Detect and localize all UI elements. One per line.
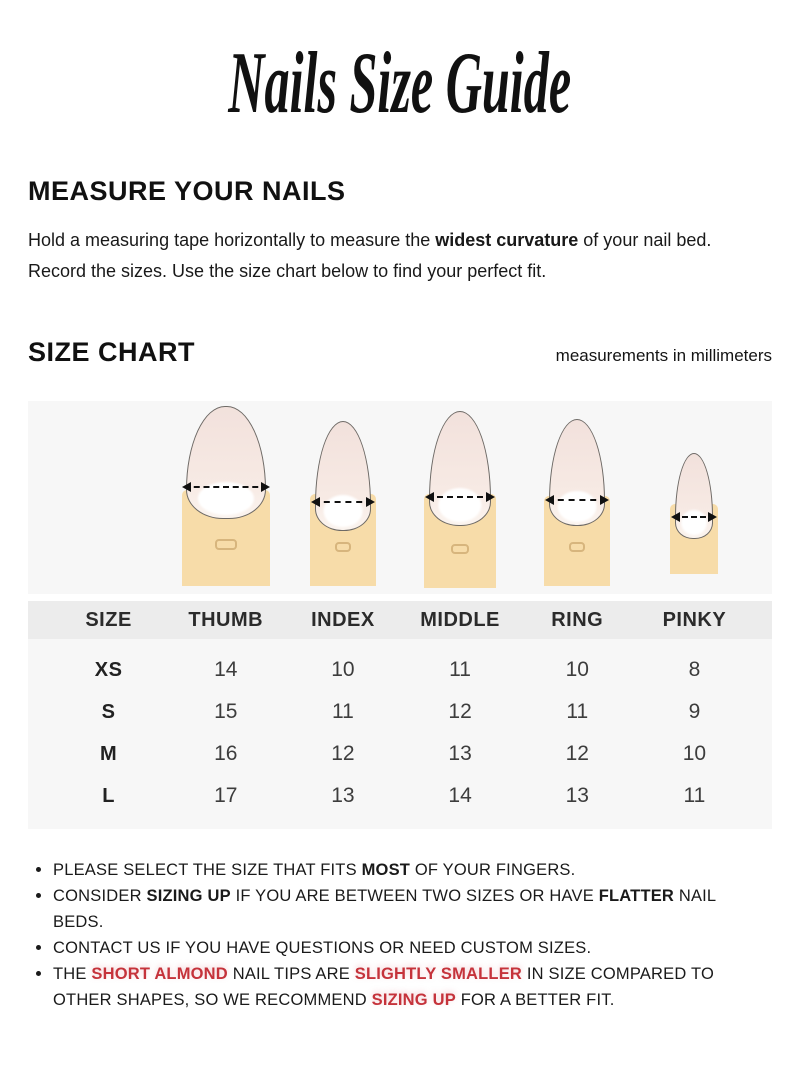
table-row-xs (50, 649, 753, 691)
size-label-xs: XS (94, 658, 123, 681)
bullet-dot-icon (36, 945, 41, 950)
note1-bold: MOST (361, 861, 411, 879)
measure-instructions (28, 225, 752, 287)
note2-text-mid: IF YOU ARE BETWEEN TWO SIZES OR HAVE (230, 887, 599, 905)
s-middle-value: 12 (448, 700, 472, 723)
note-sizing-up (36, 883, 764, 935)
size-table-header (28, 601, 772, 639)
xs-ring-value: 10 (565, 658, 589, 681)
pinky-illustration (636, 401, 753, 594)
finger-col-spacer (50, 401, 167, 594)
note4-text-end: FOR A BETTER FIT. (455, 991, 615, 1009)
xs-thumb-value: 14 (214, 658, 238, 681)
index-width-arrow-icon (313, 501, 373, 503)
bullet-dot-icon (36, 971, 41, 976)
size-chart-header-row (28, 337, 772, 368)
bullet-dot-icon (36, 893, 41, 898)
l-index-value: 13 (331, 784, 355, 807)
m-ring-value: 12 (565, 742, 589, 765)
col-header-pinky: PINKY (662, 608, 727, 631)
note-text (53, 883, 764, 935)
m-index-value: 12 (331, 742, 355, 765)
ring-nail-lunula (558, 491, 597, 523)
notes-list (28, 857, 764, 1013)
ring-nail-shape (549, 419, 605, 526)
note2-bold1: SIZING UP (146, 887, 231, 905)
thumb-nail-shape (186, 406, 266, 519)
l-middle-value: 14 (448, 784, 472, 807)
note4-text-mid1: NAIL TIPS ARE (227, 965, 355, 983)
pinky-nail-shape (675, 453, 713, 539)
bullet-dot-icon (36, 867, 41, 872)
size-chart-heading: SIZE CHART (28, 337, 195, 367)
xs-index-value: 10 (331, 658, 355, 681)
pinky-nail-lunula (681, 510, 707, 535)
measure-text-start: Hold a measuring tape horizontally to measure the (28, 230, 436, 250)
m-pinky-value: 10 (682, 742, 707, 765)
note2-text-end: NAIL BEDS. (53, 887, 716, 931)
l-ring-value: 13 (565, 784, 589, 807)
col-header-middle: MIDDLE (420, 608, 500, 631)
ring-illustration (519, 401, 636, 594)
measure-text-bold: widest curvature (435, 230, 579, 250)
page-title: Nails Size Guide (228, 34, 572, 132)
m-middle-value: 13 (448, 742, 472, 765)
s-thumb-value: 15 (214, 700, 238, 723)
size-label-m: M (99, 742, 118, 765)
note-text (53, 935, 591, 961)
note1-text: PLEASE SELECT THE SIZE THAT FITS (53, 861, 362, 879)
thumb-illustration (167, 401, 284, 594)
note4-red1: SHORT ALMOND (91, 965, 228, 983)
l-pinky-value: 11 (683, 784, 706, 807)
content (0, 176, 800, 1013)
note-contact-us (36, 935, 764, 961)
s-pinky-value: 9 (688, 700, 701, 723)
note4-text: THE (53, 965, 92, 983)
index-nail-lunula (323, 495, 362, 527)
finger-illustration-panel (28, 401, 772, 594)
col-header-index: INDEX (311, 608, 375, 631)
ring-width-arrow-icon (547, 499, 607, 501)
note-short-almond (36, 961, 764, 1013)
col-header-size: SIZE (85, 608, 132, 631)
thumb-width-arrow-icon (184, 486, 268, 488)
middle-illustration (401, 401, 518, 594)
measure-your-nails-heading: MEASURE YOUR NAILS (28, 176, 346, 206)
l-thumb-value: 17 (214, 784, 238, 807)
index-knuckle-crease (335, 542, 351, 552)
note4-red3: SIZING UP (371, 991, 456, 1009)
m-thumb-value: 16 (214, 742, 238, 765)
title-section (0, 0, 800, 132)
middle-nail-shape (429, 411, 491, 526)
col-header-thumb: THUMB (188, 608, 264, 631)
middle-nail-lunula (438, 488, 481, 522)
size-table-body (28, 639, 772, 829)
pinky-width-arrow-icon (673, 516, 715, 518)
note-text (53, 961, 764, 1013)
middle-knuckle-crease (451, 544, 469, 554)
note2-text: CONSIDER (53, 887, 147, 905)
note-text (53, 857, 575, 883)
size-label-s: S (101, 700, 116, 723)
s-ring-value: 11 (566, 700, 589, 723)
note-select-size (36, 857, 764, 883)
measure-text-end: of your nail bed. Record the sizes. Use the size chart below to find your perfect fit. (28, 230, 712, 281)
size-label-l: L (102, 784, 115, 807)
index-nail-shape (315, 421, 371, 531)
table-row-l (50, 775, 753, 817)
note3-text: CONTACT US IF YOU HAVE QUESTIONS OR NEED CUSTOM SIZES. (53, 939, 592, 957)
table-row-s (50, 691, 753, 733)
measurements-unit-note: measurements in millimeters (555, 346, 772, 365)
col-header-ring: RING (551, 608, 604, 631)
table-row-m (50, 733, 753, 775)
thumb-knuckle-crease (215, 539, 237, 550)
ring-knuckle-crease (569, 542, 585, 552)
index-illustration (284, 401, 401, 594)
note1-text-end: OF YOUR FINGERS. (410, 861, 576, 879)
xs-middle-value: 11 (449, 658, 471, 681)
note2-bold2: FLATTER (598, 887, 675, 905)
note4-text-mid2: IN SIZE COMPARED TO OTHER SHAPES, SO WE RECOMMEND (53, 965, 714, 1009)
s-index-value: 11 (332, 700, 354, 723)
xs-pinky-value: 8 (688, 658, 701, 681)
note4-red2: SLIGHTLY SMALLER (354, 965, 523, 983)
middle-width-arrow-icon (427, 496, 493, 498)
